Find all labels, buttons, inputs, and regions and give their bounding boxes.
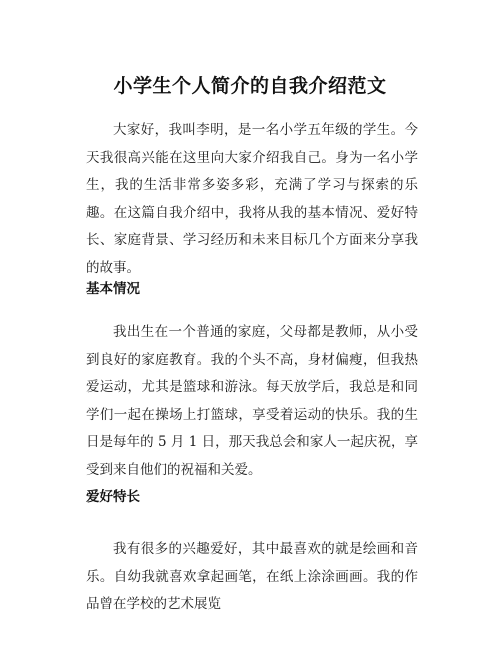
section-body-hobbies: 我有很多的兴趣爱好，其中最喜欢的就是绘画和音乐。自幼我就喜欢拿起画笔，在纸上涂涂画画。我的作品曾在学校的艺术展览: [86, 541, 418, 612]
section-heading-hobbies: 爱好特长: [86, 489, 140, 505]
intro-paragraph: 大家好，我叫李明，是一名小学五年级的学生。今天我很高兴能在这里向大家介绍我自己。身为一名小学生，我的生活非常多姿多彩，充满了学习与探索的乐趣。在这篇自我介绍中，我将从我的基本情况、爱好特长、家庭背景、学习经历和未来目标几个方面来分享我的故事。: [86, 122, 418, 276]
section-heading-basic-info: 基本情况: [86, 281, 140, 297]
section-body-basic-info: 我出生在一个普通的家庭，父母都是教师，从小受到良好的家庭教育。我的个头不高，身材偏瘦，但我热爱运动，尤其是篮球和游泳。每天放学后，我总是和同学们一起在操场上打篮球，享受着运动的快乐。我的生日是每年的 5 月 1 日，那天我总会和家人一起庆祝，享受到来自他们的祝福和关爱。: [86, 324, 418, 478]
document-title: 小学生个人简介的自我介绍范文: [113, 74, 387, 97]
